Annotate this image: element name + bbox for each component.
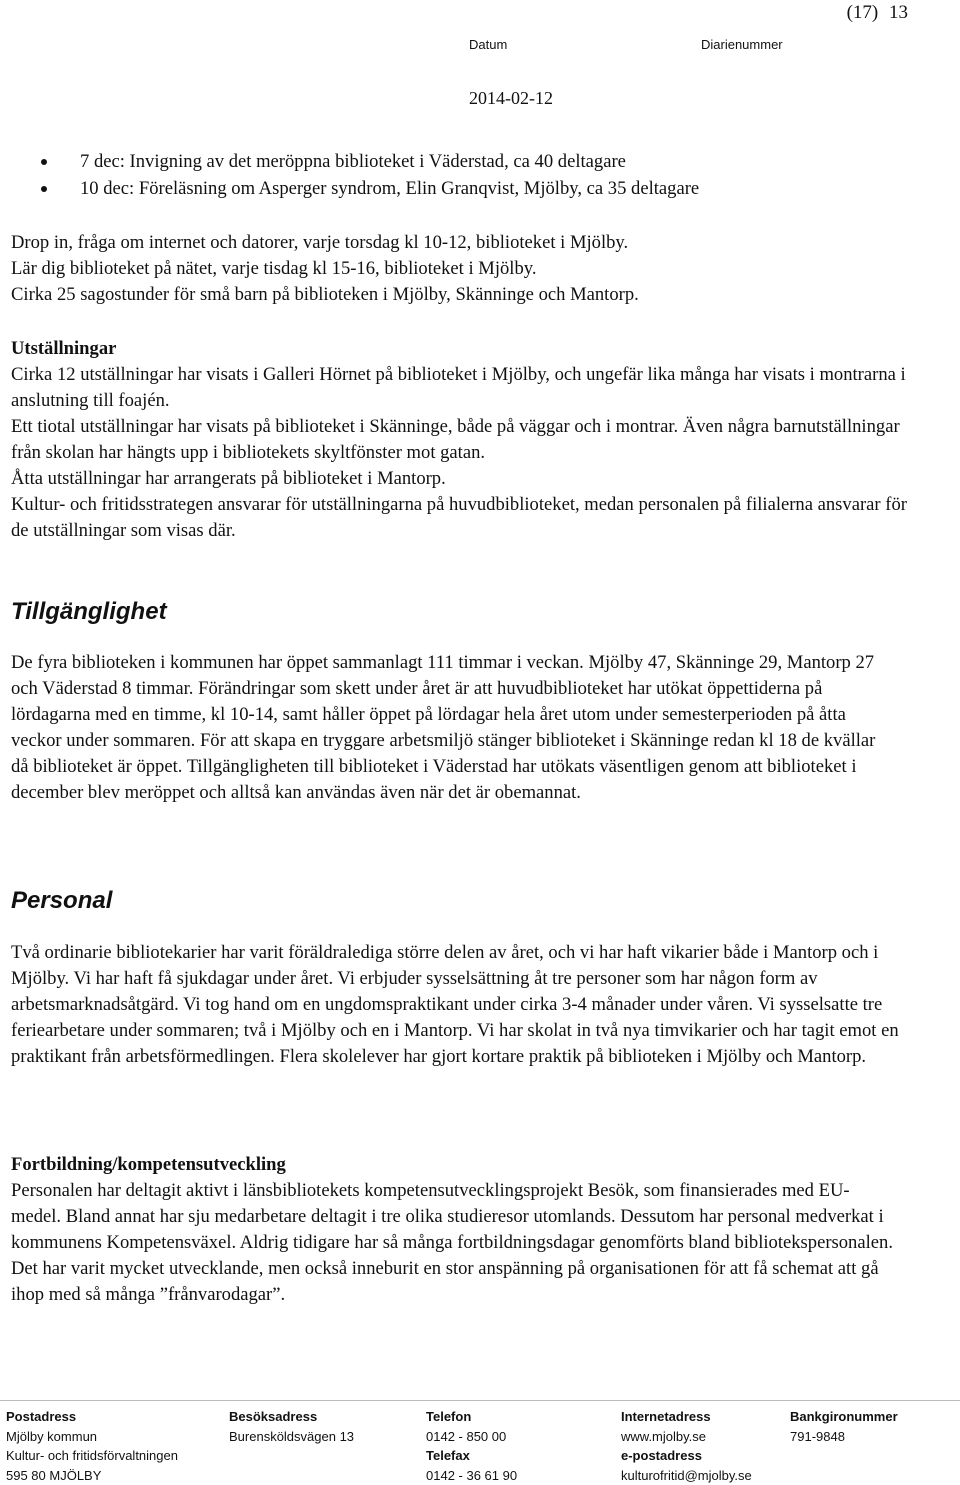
page-number bbox=[841, 2, 908, 24]
accessibility-heading: Tillgänglighet bbox=[11, 598, 167, 626]
paragraph: Personalen har deltagit aktivt i länsbibliotekets kompetensutvecklingsprojekt Besök, som finansierades med EU-medel. Bland annat har sju medarbetare deltagit i tre olika studieresor utomlands. Dessutom har personal medverkat i kommunens Kompetensväxel. Aldrig tidigare har så många fortbildningsdagar genomförts bland bibliotekspersonalen. Det har varit mycket utvecklande, men också inneburit en stor anspänning på organisationen för att få schemat att gå ihop med så många ”frånvarodagar”. bbox=[11, 1178, 896, 1308]
list-item: 10 dec: Föreläsning om Asperger syndrom, Elin Granqvist, Mjölby, ca 35 deltagare bbox=[30, 176, 699, 203]
email-link[interactable]: kulturofritid@mjolby.se bbox=[621, 1466, 752, 1485]
postal-address-label: Postadress bbox=[6, 1407, 178, 1427]
paragraph: Kultur- och fritidsstrategen ansvarar för utställningarna på huvudbiblioteket, medan personalen på filialerna ansvarar för de utställningar som visas där. bbox=[11, 492, 911, 544]
diary-number-label: Diarienummer bbox=[701, 37, 783, 52]
page-current: 13 bbox=[889, 2, 908, 23]
phone-label: Telefon bbox=[426, 1407, 517, 1427]
event-bullet-list bbox=[30, 149, 699, 203]
bullet-icon bbox=[41, 159, 47, 165]
personnel-heading: Personal bbox=[11, 887, 112, 915]
phone-value: 0142 - 850 00 bbox=[426, 1427, 517, 1447]
date-value: 2014-02-12 bbox=[469, 88, 553, 109]
bullet-icon bbox=[41, 186, 47, 192]
section-heading: Utställningar bbox=[11, 336, 911, 362]
section-heading: Fortbildning/kompetensutveckling bbox=[11, 1152, 896, 1178]
footer-divider bbox=[0, 1400, 960, 1401]
paragraph: Två ordinarie bibliotekarier har varit föräldralediga större delen av året, och vi har haft vikarier både i Mantorp och i Mjölby. Vi har haft få sjukdagar under året. Vi erbjuder sysselsättning åt tre personer som har någon form av arbetsmarknadsåtgärd. Vi tog hand om en ungdomspraktikant under cirka 3-4 månader under våren. Vi sysselsatte tre feriearbetare under sommaren; två i Mjölby och en i Mantorp. Vi har skolat in två nya timvikarier och har tagit emot en praktikant från arbetsförmedlingen. Flera skolelever har gjort kortare praktik på biblioteken i Mjölby och Mantorp. bbox=[11, 940, 901, 1070]
fax-value: 0142 - 36 61 90 bbox=[426, 1466, 517, 1485]
visit-address-label: Besöksadress bbox=[229, 1407, 354, 1427]
footer bbox=[0, 1407, 960, 1481]
date-label: Datum bbox=[469, 37, 507, 52]
postal-address-line: 595 80 MJÖLBY bbox=[6, 1466, 178, 1485]
paragraph: Åtta utställningar har arrangerats på biblioteket i Mantorp. bbox=[11, 466, 911, 492]
footer-bank-column bbox=[790, 1407, 898, 1446]
footer-postal-column bbox=[6, 1407, 178, 1485]
page-total: (17) bbox=[847, 2, 879, 23]
footer-visit-column bbox=[229, 1407, 354, 1446]
bankgiro-value: 791-9848 bbox=[790, 1427, 898, 1447]
postal-address-line: Mjölby kommun bbox=[6, 1427, 178, 1447]
activity-line: Drop in, fråga om internet och datorer, varje torsdag kl 10-12, biblioteket i Mjölby. bbox=[11, 230, 911, 256]
visit-address-value: Burensköldsvägen 13 bbox=[229, 1427, 354, 1447]
footer-web-column bbox=[621, 1407, 752, 1485]
training-section bbox=[11, 1152, 896, 1308]
accessibility-section bbox=[11, 650, 891, 806]
paragraph: De fyra biblioteken i kommunen har öppet sammanlagt 111 timmar i veckan. Mjölby 47, Skänninge 29, Mantorp 27 och Väderstad 8 timmar. Förändringar som skett under året är att huvudbiblioteket har utökat öppettiderna på lördagarna med en timme, kl 10-14, samt håller öppet på lördagar hela året utom under semesterperioden på åtta veckor under sommaren. För att skapa en tryggare arbetsmiljö stänger biblioteket i Skänninge redan kl 18 de kvällar då biblioteket är öppet. Tillgängligheten till biblioteket i Väderstad har utökats väsentligen genom att biblioteket i december blev meröppet och alltså kan användas även när det är obemannat. bbox=[11, 650, 891, 806]
list-item: 7 dec: Invigning av det meröppna biblioteket i Väderstad, ca 40 deltagare bbox=[30, 149, 699, 176]
web-address-label: Internetadress bbox=[621, 1407, 752, 1427]
personnel-section bbox=[11, 940, 901, 1070]
postal-address-line: Kultur- och fritidsförvaltningen bbox=[6, 1446, 178, 1466]
web-address-link[interactable]: www.mjolby.se bbox=[621, 1427, 752, 1447]
bankgiro-label: Bankgironummer bbox=[790, 1407, 898, 1427]
footer-phone-column bbox=[426, 1407, 517, 1485]
exhibitions-section bbox=[11, 336, 911, 544]
activity-line: Lär dig biblioteket på nätet, varje tisdag kl 15-16, biblioteket i Mjölby. bbox=[11, 256, 911, 282]
fax-label: Telefax bbox=[426, 1446, 517, 1466]
activity-line: Cirka 25 sagostunder för små barn på biblioteken i Mjölby, Skänninge och Mantorp. bbox=[11, 282, 911, 308]
paragraph: Cirka 12 utställningar har visats i Galleri Hörnet på biblioteket i Mjölby, och ungefär lika många har visats i montrarna i anslutning till foajén. bbox=[11, 362, 911, 414]
email-label: e-postadress bbox=[621, 1446, 752, 1466]
activities-block bbox=[11, 230, 911, 308]
paragraph: Ett tiotal utställningar har visats på biblioteket i Skänninge, både på väggar och i montrar. Även några barnutställningar från skolan har hängts upp i bibliotekets skyltfönster mot gatan. bbox=[11, 414, 911, 466]
